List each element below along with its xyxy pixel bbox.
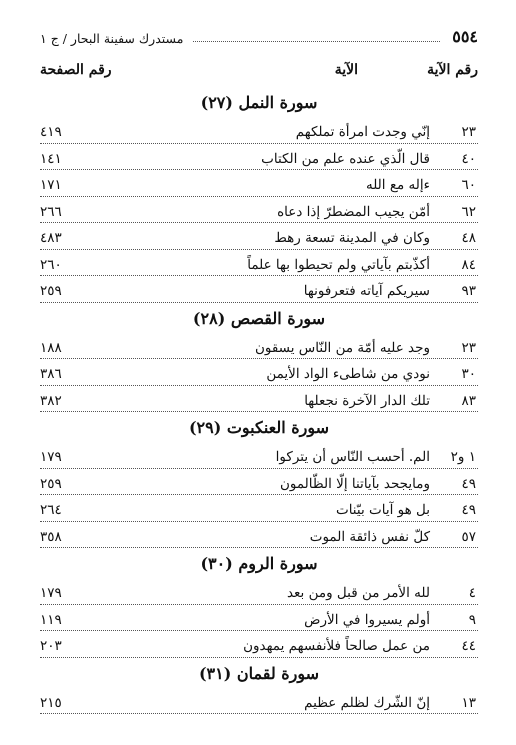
table-row [40,334,478,361]
table-row [40,523,478,550]
verse-text: الم. أحسب النّاس أن يتركوا [275,449,430,465]
verse-number: ٣٠ [461,366,476,382]
table-row [40,689,478,716]
verse-column-header: الآية [334,62,358,78]
surah-heading: سورة العنكبوت (٢٩) [188,418,330,437]
table-row [40,145,478,172]
surah-heading: سورة النمل (٢٧) [200,93,318,112]
verse-text: أكذّبتم بآياتي ولم تحيطوا بها علماً [247,256,430,273]
page-ref: ٢٦٤ [40,502,62,518]
verse-number: ٨٤ [461,256,476,273]
table-row [40,443,478,470]
verse-text: بل هو آيات بيّنات [335,502,430,518]
column-headers [40,62,478,90]
verse-text: سيريكم آياته فتعرفونها [303,283,430,299]
page-ref: ١٨٨ [40,339,62,356]
index-table [40,88,478,715]
table-row [40,224,478,251]
verse-text: أولم يسيروا في الأرض [304,611,430,628]
page-ref: ٣٨٢ [40,392,62,409]
table-row [40,277,478,304]
page-number-column-header: رقم الصفحة [40,62,112,78]
header-dotted-leader [193,41,440,42]
verse-number: ١ و٢ [450,449,476,465]
page-ref: ٣٨٦ [40,366,62,382]
page-ref: ٢٥٩ [40,283,62,299]
verse-text: ومايجحد بآياتنا إلّا الظّالمون [279,475,430,492]
verse-text: وجد عليه أمّة من النّاس يسقون [254,339,430,356]
page-ref: ١٧١ [40,177,62,193]
table-row [40,171,478,198]
page-ref: ٢١٥ [40,694,62,711]
verse-number: ١٣ [461,694,476,711]
verse-number: ٤ [468,585,476,601]
table-row [40,496,478,523]
verse-text: أمّن يجيب المضطرّ إذا دعاه [277,203,430,220]
table-row [40,632,478,659]
verse-text: ءإله مع الله [365,177,430,193]
table-row [40,606,478,633]
verse-number: ٩٣ [461,283,476,299]
verse-text: نودي من شاطىء الواد الأيمن [266,366,430,382]
table-row [40,198,478,225]
verse-text: وكان في المدينة تسعة رهط [274,230,430,246]
verse-text: تلك الدار الآخرة نجعلها [304,392,430,409]
table-row [40,387,478,414]
table-row [40,251,478,278]
table-row [40,360,478,387]
verse-text: إنّي وجدت امرأة تملكهم [295,124,430,140]
verse-number: ٤٩ [461,502,476,518]
verse-text: كلّ نفس ذائقة الموت [309,528,430,545]
header-page-number: ٥٥٤ [452,27,478,46]
table-row [40,118,478,145]
page-ref: ٢٦٦ [40,203,62,220]
page-ref: ٤٨٣ [40,230,62,246]
running-header [40,24,478,46]
verse-number: ٤٤ [461,638,476,654]
verse-text: من عمل صالحاً فلأنفسهم يمهدون [243,638,430,654]
page-ref: ٢٥٩ [40,475,62,492]
page-ref: ٤١٩ [40,124,62,140]
page-ref: ٢٠٣ [40,638,62,654]
verse-number: ٤٠ [461,150,476,167]
table-row [40,470,478,497]
page-ref: ٢٦٠ [40,256,62,273]
verse-text: قال الّذي عنده علم من الكتاب [261,150,430,167]
header-book-title: مستدرك سفينة البحار / ج ١ [40,31,184,46]
verse-number: ٨٣ [461,392,476,409]
verse-number: ٤٨ [461,230,476,246]
page-ref: ١٤١ [40,150,62,167]
verse-text: لله الأمر من قبل ومن بعد [286,585,430,601]
verse-number: ٤٩ [461,475,476,492]
verse-number: ٢٣ [461,339,476,356]
surah-heading: سورة القصص (٢٨) [192,308,326,328]
page-ref: ١٧٩ [40,585,62,601]
surah-heading: سورة الروم (٣٠) [200,554,318,573]
page-ref: ٣٥٨ [40,528,62,545]
verse-number: ٩ [468,611,476,628]
verse-number-column-header: رقم الآية [427,62,478,78]
verse-number: ٢٣ [461,124,476,140]
surah-heading: سورة لقمان (٣١) [198,663,320,683]
verse-number: ٦٢ [461,203,476,220]
verse-number: ٥٧ [461,528,476,545]
page-ref: ١١٩ [40,611,62,628]
verse-number: ٦٠ [461,177,476,193]
table-row [40,579,478,606]
page-ref: ١٧٩ [40,449,62,465]
verse-text: إنّ الشّرك لظلم عظيم [304,694,430,711]
